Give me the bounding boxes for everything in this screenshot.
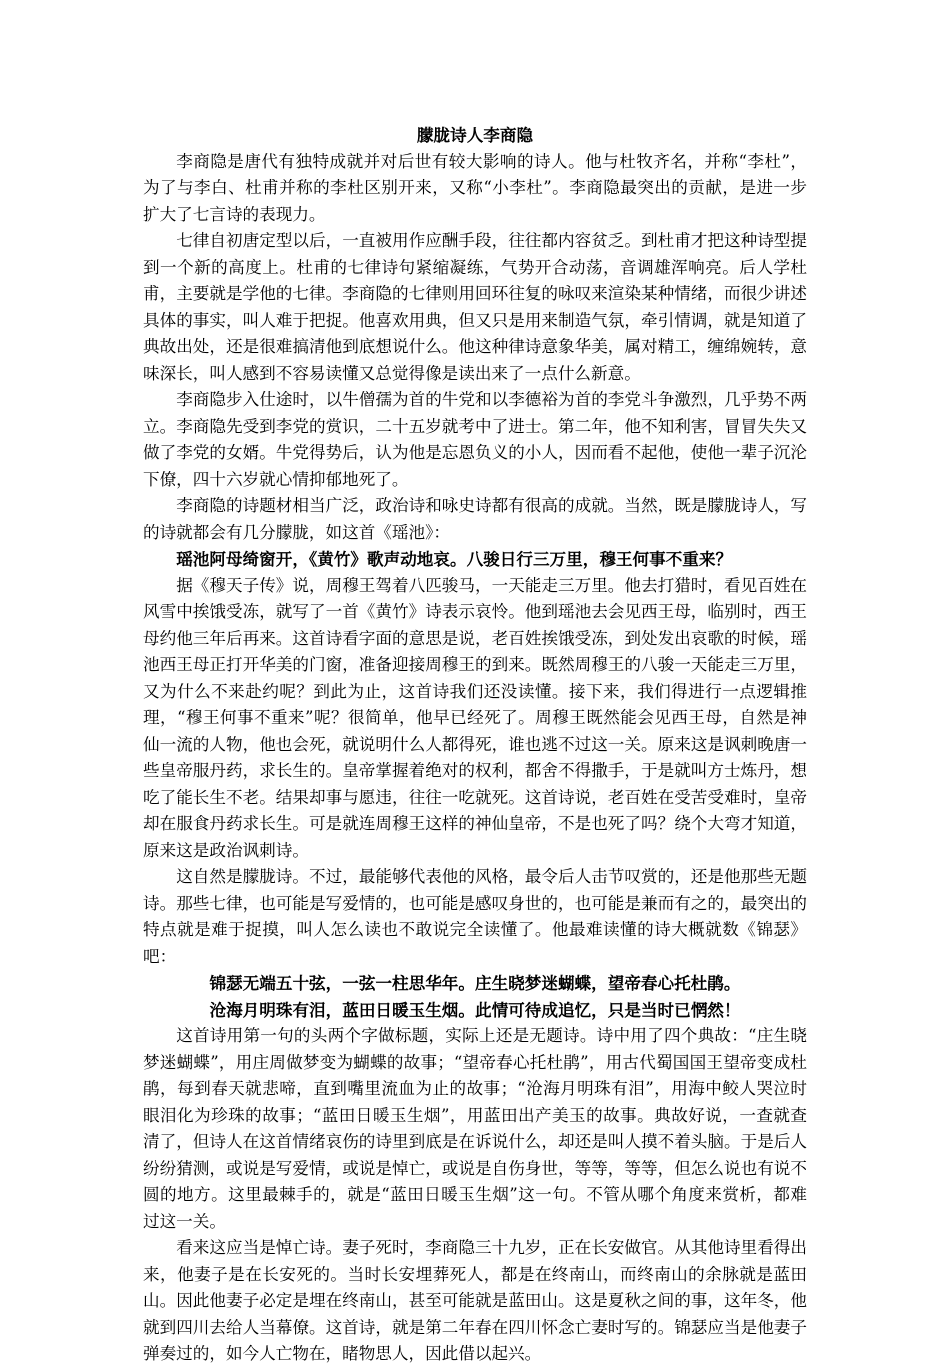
- paragraph-mourning: 看来这应当是悼亡诗。妻子死时，李商隐三十九岁，正在长安做官。从其他诗里看得出来，他妻子是在长安死的。当时长安埋葬死人，都是在终南山，而终南山的余脉就是蓝田山。因此他妻子必定是埋在终南山，甚至可能就是蓝田山。这是夏秋之间的事，这年冬，他就到四川去给人当幕僚。这首诗，就是第二年春在四川怀念亡妻时写的。锦瑟应当是他妻子弹奏过的，如今人亡物在，睹物思人，因此借以起兴。: [143, 1238, 807, 1363]
- paragraph-jinse-analysis: 这首诗用第一句的头两个字做标题，实际上还是无题诗。诗中用了四个典故：“庄生晓梦迷蝴蝶”，用庄周做梦变为蝴蝶的故事；“望帝春心托杜鹃”，用古代蜀国国王望帝变成杜鹃，每到春天就悲啼，直到嘴里流血为止的故事；“沧海月明珠有泪”，用海中鲛人哭泣时眼泪化为珍珠的故事；“蓝田日暖玉生烟”，用蓝田出产美玉的故事。典故好说，一查就查清了，但诗人在这首情绪哀伤的诗里到底是在诉说什么，却还是叫人摸不着头脑。于是后人纷纷猜测，或说是写爱情，或说是悼亡，或说是自伤身世，等等，等等，但怎么说也有说不圆的地方。这里最棘手的，就是“蓝田日暖玉生烟”这一句。不管从哪个角度来赏析，都难过这一关。: [143, 1026, 807, 1231]
- document-page: [143, 122, 807, 1368]
- poem-jinse-line-1: 锦瑟无端五十弦，一弦一柱思华年。庄生晓梦迷蝴蝶，望帝春心托杜鹃。: [209, 973, 741, 993]
- paragraph-career: 李商隐步入仕途时，以牛僧孺为首的牛党和以李德裕为首的李党斗争激烈，几乎势不两立。李商隐先受到李党的赏识，二十五岁就考中了进士。第二年，他不知利害，冒冒失失又做了李党的女婿。牛党得势后，认为他是忘恩负义的小人，因而看不起他，使他一辈子沉沦下僚，四十六岁就心情抑郁地死了。: [143, 390, 807, 489]
- poem-yaochi: 瑶池阿母绮窗开，《黄竹》歌声动地哀。八骏日行三万里，穆王何事不重来？: [176, 549, 733, 569]
- paragraph-yaochi-analysis: 据《穆天子传》说，周穆王驾着八匹骏马，一天能走三万里。他去打猎时，看见百姓在风雪中挨饿受冻，就写了一首《黄竹》诗表示哀怜。他到瑶池去会见西王母，临别时，西王母约他三年后再来。这首诗看字面的意思是说，老百姓挨饿受冻，到处发出哀歌的时候，瑶池西王母正打开华美的门窗，准备迎接周穆王的到来。既然周穆王的八骏一天能走三万里，又为什么不来赴约呢？到此为止，这首诗我们还没读懂。接下来，我们得进行一点逻辑推理，“穆王何事不重来”呢？很简单，他早已经死了。周穆王既然能会见西王母，自然是神仙一流的人物，他也会死，就说明什么人都得死，谁也逃不过这一关。原来这是讽刺晚唐一些皇帝服丹药，求长生的。皇帝掌握着绝对的权利，都舍不得撒手，于是就叫方士炼丹，想吃了能长生不老。结果却事与愿违，往往一吃就死。这首诗说，老百姓在受苦受难时，皇帝却在服食丹药求长生。可是就连周穆王这样的神仙皇帝，不是也死了吗？绕个大弯才知道，原来这是政治讽刺诗。: [143, 575, 807, 860]
- paragraph-wuti: 这自然是朦胧诗。不过，最能够代表他的风格，最令后人击节叹赏的，还是他那些无题诗。那些七律，也可能是写爱情的，也可能是感叹身世的，也可能是兼而有之的，最突出的特点就是难于捉摸，叫人怎么读也不敢说完全读懂了。他最难读懂的诗大概就数《锦瑟》吧：: [143, 867, 807, 966]
- document-title: 朦胧诗人李商隐: [416, 125, 534, 145]
- paragraph-qilv: 七律自初唐定型以后，一直被用作应酬手段，往往都内容贫乏。到杜甫才把这种诗型提到一个新的高度上。杜甫的七律诗句紧缩凝练，气势开合动荡，音调雄浑响亮。后人学杜甫，主要就是学他的七律。李商隐的七律则用回环往复的咏叹来渲染某种情绪，而很少讲述具体的事实，叫人难于把捉。他喜欢用典，但又只是用来制造气氛，牵引情调，就是知道了典故出处，还是很难搞清他到底想说什么。他这种律诗意象华美，属对精工，缠绵婉转，意味深长，叫人感到不容易读懂又总觉得像是读出来了一点什么新意。: [143, 231, 807, 383]
- paragraph-themes: 李商隐的诗题材相当广泛，政治诗和咏史诗都有很高的成就。当然，既是朦胧诗人，写的诗就都会有几分朦胧，如这首《瑶池》：: [143, 496, 807, 542]
- poem-jinse-line-2: 沧海月明珠有泪，蓝田日暖玉生烟。此情可待成追忆，只是当时已惘然！: [209, 999, 741, 1020]
- paragraph-intro: 李商隐是唐代有独特成就并对后世有较大影响的诗人。他与杜牧齐名，并称“李杜”，为了与李白、杜甫并称的李杜区别开来，又称“小李杜”。李商隐最突出的贡献，是进一步扩大了七言诗的表现力。: [143, 151, 807, 224]
